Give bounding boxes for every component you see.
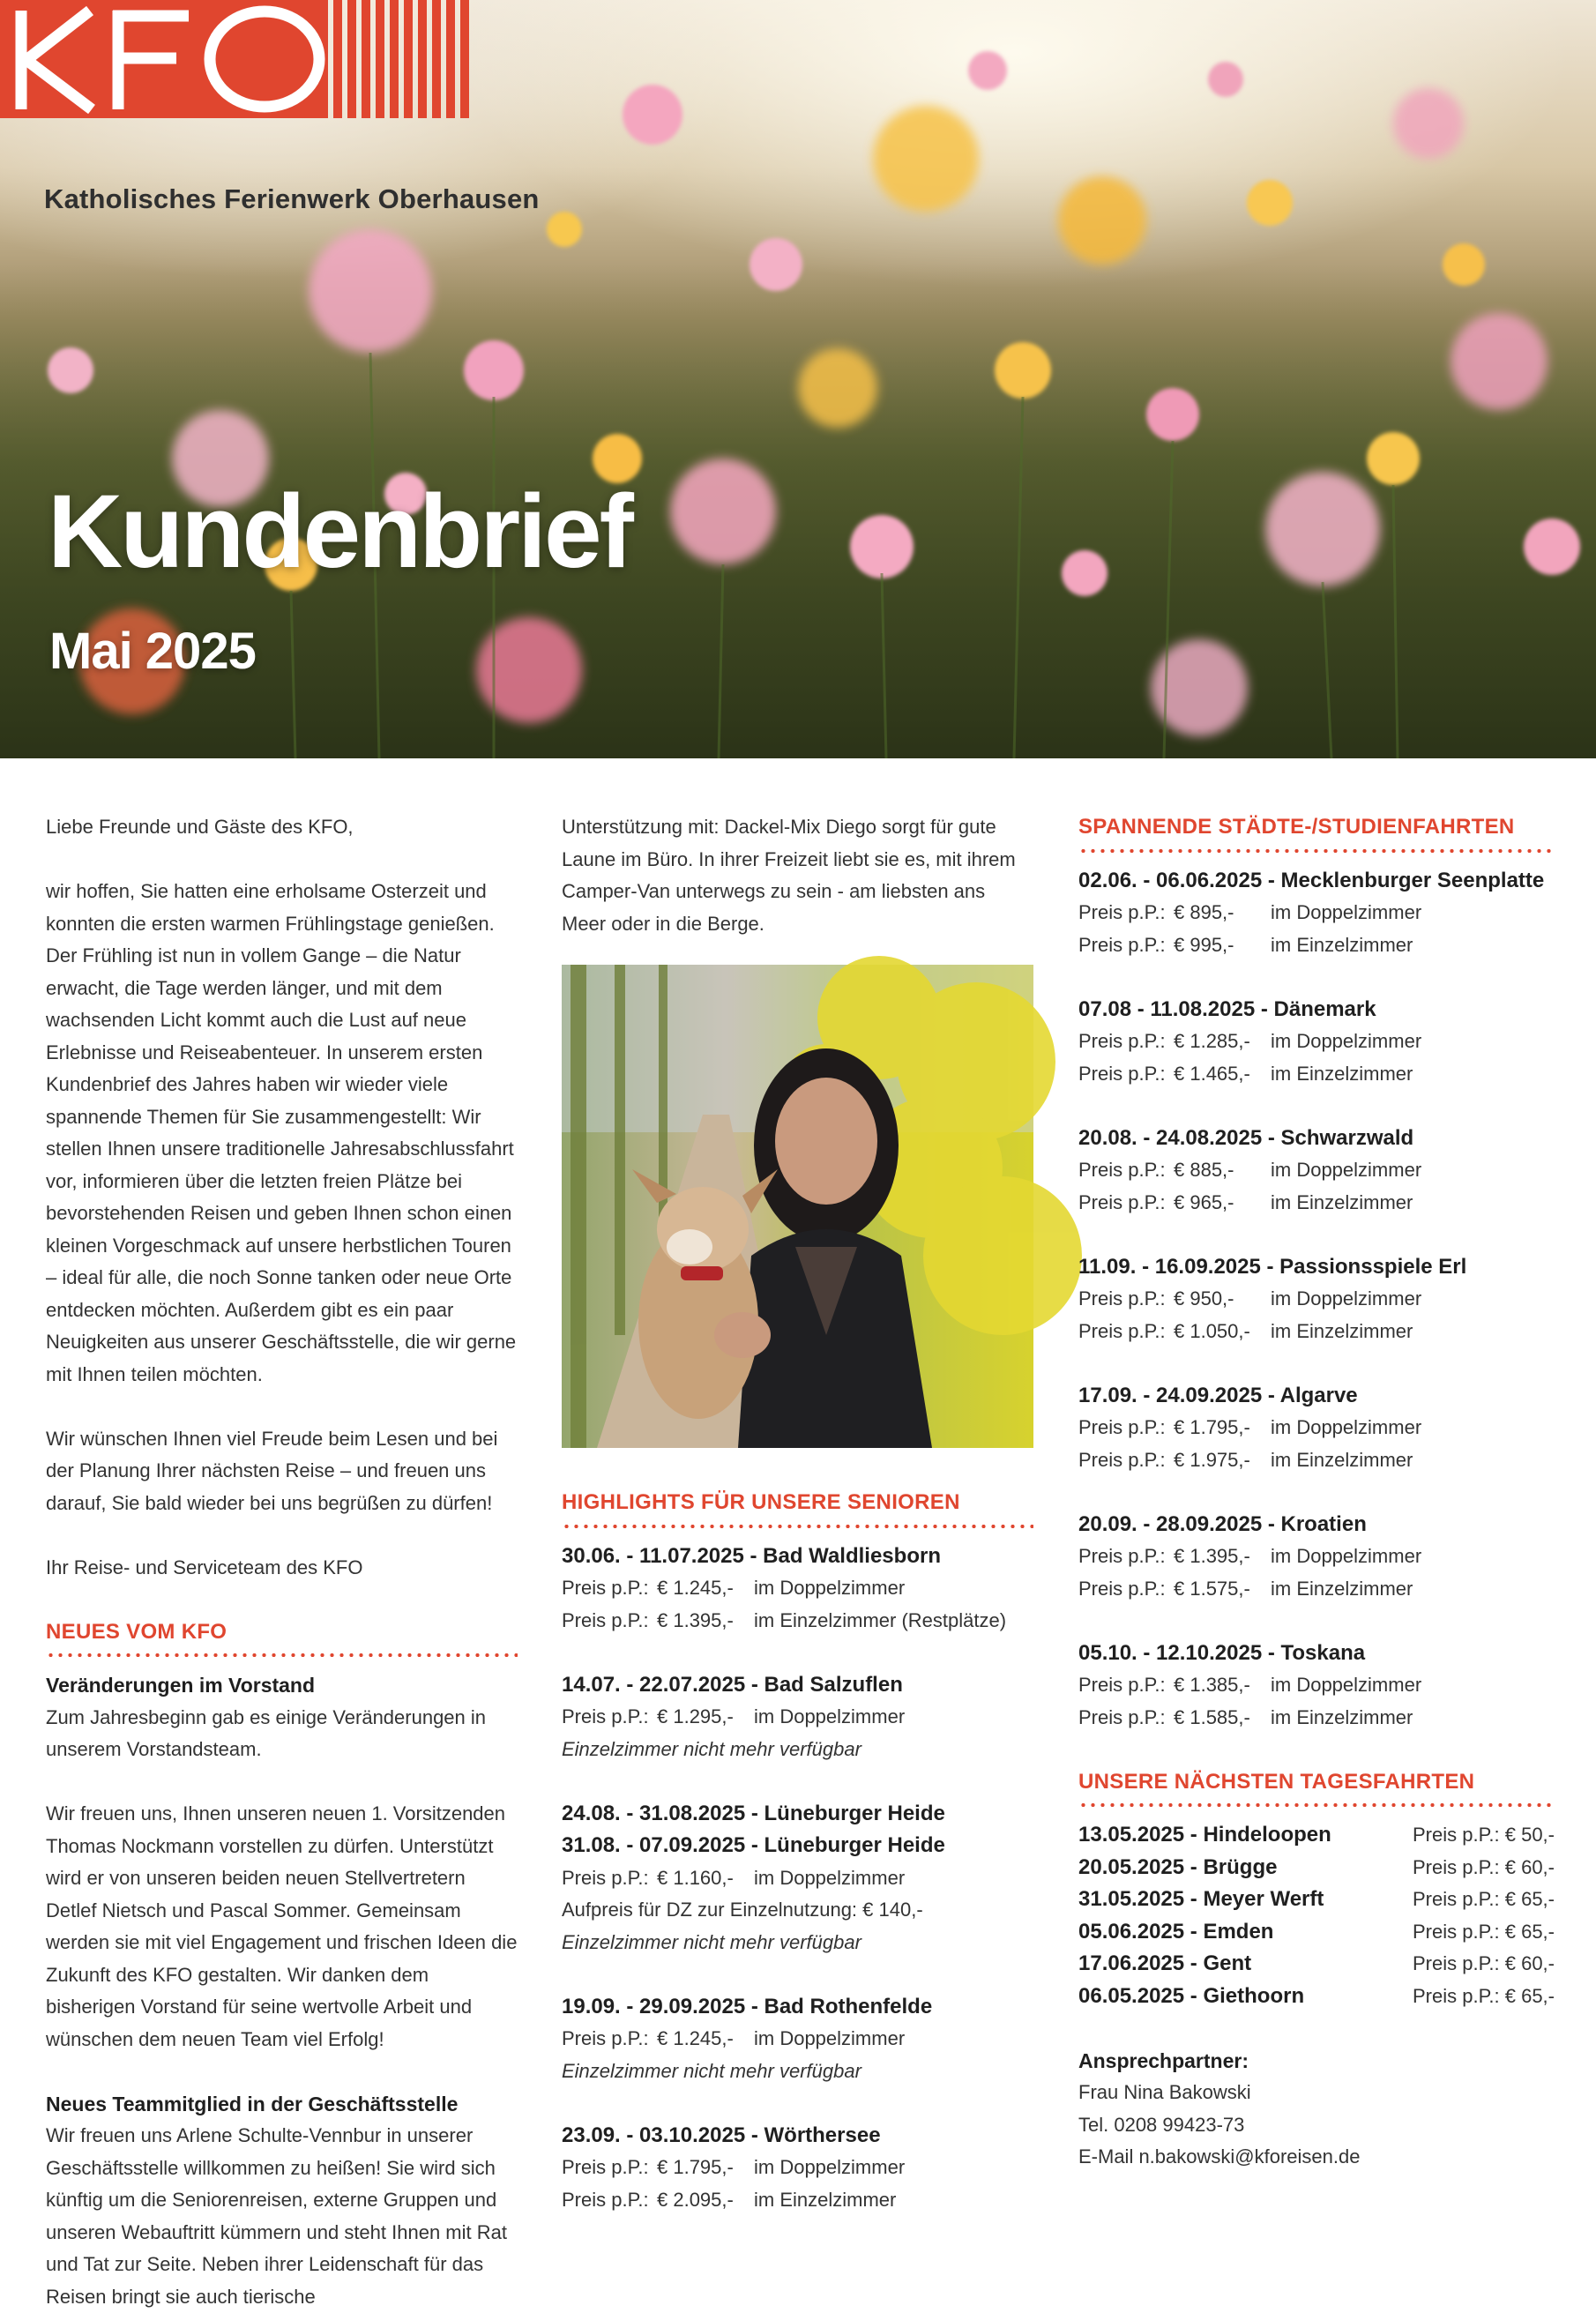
trip-title: 02.06. - 06.06.2025 - Mecklenburger Seenplatte [1078,868,1545,892]
trip-title: 14.07. - 22.07.2025 - Bad Salzuflen [562,1672,903,1697]
contact-phone[interactable]: Tel. 0208 99423-73 [1078,2113,1245,2136]
trip-title: 11.09. - 16.09.2025 - Passionsspiele Erl [1078,1254,1467,1279]
daytrip-title: 31.05.2025 - Meyer Werft [1078,1887,1324,1911]
price-value: € 1.465,- [1174,1062,1250,1085]
column-middle [562,811,1033,2216]
availability-note: Einzelzimmer nicht mehr verfügbar [562,1737,861,1760]
trip-block [1078,1251,1555,1348]
price-value: € 1.795,- [1174,1416,1250,1438]
trip-block [562,1798,1033,1959]
trip-block [1078,994,1555,1091]
price-label: Preis p.P.: [1078,1319,1166,1342]
price-value: € 1.975,- [1174,1448,1250,1471]
contact-name: Frau Nina Bakowski [1078,2081,1251,2103]
trip-block [562,1541,1033,1638]
room-type: im Doppelzimmer [754,1866,906,1889]
price-value: € 885,- [1174,1159,1234,1181]
price-label: Preis p.P.: [1078,901,1166,923]
member-paragraph-1: Wir freuen uns Arlene Schulte-Vennbur in unserer Geschäftsstelle willkommen zu heißen! Sie wird sich künftig um die Seniorenreisen, externe Gruppen und unseren Webauftritt kümmern und steht Ihnen mit Rat und Tat zur Seite. Neben ihrer Leidenschaft für das Reisen bringt sie auch tierische [46,2124,507,2308]
price-value: € 1.050,- [1174,1319,1250,1342]
price-value: € 950,- [1174,1287,1234,1309]
price-value: € 1.395,- [1174,1545,1250,1567]
trip-block [562,1669,1033,1766]
room-type: im Doppelzimmer [1271,1416,1422,1438]
trip-title-2: 31.08. - 07.09.2025 - Lüneburger Heide [562,1833,945,1857]
daytrip-price: Preis p.P.: € 65,- [1412,1888,1555,1910]
price-value: € 1.575,- [1174,1577,1250,1600]
trip-block [1078,865,1555,962]
daytrip-price: Preis p.P.: € 60,- [1412,1855,1555,1878]
availability-note: Einzelzimmer nicht mehr verfügbar [562,1930,861,1953]
trip-block [562,2120,1033,2217]
daytrip-title: 17.06.2025 - Gent [1078,1951,1252,1975]
city-trip-list [1078,865,1555,1735]
daytrip-price: Preis p.P.: € 65,- [1412,1920,1555,1943]
availability-note: Einzelzimmer nicht mehr verfügbar [562,2059,861,2082]
trip-block [562,1991,1033,2088]
room-type: im Einzelzimmer [1271,1448,1413,1471]
board-title: Veränderungen im Vorstand [46,1674,316,1697]
price-label: Preis p.P.: [1078,1545,1166,1567]
surcharge-note: Aufpreis für DZ zur Einzelnutzung: € 140,- [562,1899,923,1921]
price-row [1078,1444,1555,1477]
room-type: im Doppelzimmer [1271,1545,1422,1567]
price-value: € 965,- [1174,1190,1234,1213]
price-label: Preis p.P.: [562,2156,649,2178]
trip-title: 19.09. - 29.09.2025 - Bad Rothenfelde [562,1994,933,2018]
daytrip-price: Preis p.P.: € 50,- [1412,1824,1555,1846]
member-paragraph-2: Unterstützung mit: Dackel-Mix Diego sorgt für gute Laune im Büro. In ihrer Freizeit liebt sie es, mit ihrem Camper-Van unterwegs zu sein - am liebsten ans Meer oder in die Berge. [562,816,1016,935]
price-row [562,1701,1033,1734]
news-heading: NEUES VOM KFO [46,1616,518,1658]
price-label: Preis p.P.: [1078,1062,1166,1085]
room-type: im Einzelzimmer [754,2188,897,2211]
room-type: im Einzelzimmer [1271,933,1413,956]
price-label: Preis p.P.: [562,1577,649,1599]
price-label: Preis p.P.: [1078,1287,1166,1309]
column-left [46,811,518,2313]
price-row [1078,1412,1555,1444]
price-label: Preis p.P.: [1078,1705,1166,1728]
price-value: € 1.395,- [657,1608,734,1631]
room-type: im Doppelzimmer [1271,1674,1422,1696]
room-type: im Doppelzimmer [754,1705,906,1727]
daytrip-title: 06.05.2025 - Giethoorn [1078,1983,1305,2008]
daytrip-row [1078,1819,1555,1852]
price-value: € 1.795,- [657,2156,734,2178]
member-title: Neues Teammitglied in der Geschäftsstelle [46,2092,459,2115]
price-label: Preis p.P.: [562,1608,649,1631]
daytrip-price: Preis p.P.: € 65,- [1412,1984,1555,2007]
price-label: Preis p.P.: [1078,1674,1166,1696]
price-label: Preis p.P.: [562,1866,649,1889]
trip-block [1078,1123,1555,1220]
room-type: im Doppelzimmer [1271,1159,1422,1181]
price-row [1078,929,1555,962]
signoff: Ihr Reise- und Serviceteam des KFO [46,1556,363,1578]
daytrip-title: 05.06.2025 - Emden [1078,1919,1274,1944]
room-type: im Doppelzimmer [754,2156,906,2178]
price-label: Preis p.P.: [1078,933,1166,956]
hero-banner [0,0,1596,758]
page-title: Kundenbrief [48,474,631,590]
price-row [1078,1669,1555,1702]
intro-paragraph: wir hoffen, Sie hatten eine erholsame Osterzeit und konnten die ersten warmen Frühlingstage genießen. Der Frühling ist nun in vollem Gange – die Natur erwacht, die Tage werden länger, und mit dem wachsenden Licht kommt auch die Lust auf neue Erlebnisse und Reiseabenteuer. In unserem ersten Kundenbrief des Jahres haben wir wieder viele spannende Themen für Sie zusammengestellt: Wir stellen Ihnen unsere traditionelle Jahresabschlussfahrt vor, informieren über die letzten freien Plätze bei bevorstehenden Reisen und geben Ihnen schon einen kleinen Vorgeschmack auf unsere herbstlichen Touren – ideal für alle, die noch Sonne tanken oder neue Orte entdecken möchten. Außerdem gibt es ein paar Neuigkeiten aus unserer Geschäftsstelle, die wir gerne mit Ihnen teilen möchten. [46,880,517,1385]
daytrip-price: Preis p.P.: € 60,- [1412,1952,1555,1974]
organization-name: Katholisches Ferienwerk Oberhausen [44,183,540,214]
trip-title: 20.09. - 28.09.2025 - Kroatien [1078,1511,1367,1536]
daytrips-heading: UNSERE NÄCHSTEN TAGESFAHRTEN [1078,1766,1555,1808]
board-paragraph-1: Zum Jahresbeginn gab es einige Veränderungen in unserem Vorstandsteam. [46,1705,487,1760]
team-member-photo [562,965,1033,1448]
daytrip-row [1078,1948,1555,1981]
room-type: im Einzelzimmer [1271,1062,1413,1085]
city-heading: SPANNENDE STÄDTE-/STUDIENFAHRTEN [1078,811,1555,853]
price-label: Preis p.P.: [562,2027,649,2049]
price-row [562,1605,1033,1638]
trip-title: 07.08 - 11.08.2025 - Dänemark [1078,996,1376,1021]
trip-title: 23.09. - 03.10.2025 - Wörthersee [562,2123,881,2147]
price-value: € 2.095,- [657,2188,734,2211]
price-label: Preis p.P.: [1078,1448,1166,1471]
price-row [562,2152,1033,2184]
room-type: im Doppelzimmer [754,2027,906,2049]
price-label: Preis p.P.: [1078,1159,1166,1181]
daytrip-row [1078,1852,1555,1884]
trip-block [1078,1509,1555,1606]
seniors-heading: HIGHLIGHTS FÜR UNSERE SENIOREN [562,1487,1033,1528]
room-type: im Doppelzimmer [1271,1030,1422,1052]
room-type: im Einzelzimmer [1271,1705,1413,1728]
price-value: € 895,- [1174,901,1234,923]
daytrip-list [1078,1819,1555,2012]
greeting: Liebe Freunde und Gäste des KFO, [46,816,354,838]
price-label: Preis p.P.: [562,1705,649,1727]
price-row [562,2184,1033,2217]
price-row [562,1862,1033,1895]
room-type: im Doppelzimmer [1271,1287,1422,1309]
daytrip-row [1078,1884,1555,1916]
price-label: Preis p.P.: [562,2188,649,2211]
daytrip-title: 13.05.2025 - Hindeloopen [1078,1823,1331,1847]
contact-heading: Ansprechpartner: [1078,2048,1249,2072]
price-row [1078,897,1555,929]
price-value: € 1.245,- [657,2027,734,2049]
daytrip-title: 20.05.2025 - Brügge [1078,1854,1278,1879]
trip-block [1078,1380,1555,1477]
price-row [1078,1573,1555,1606]
price-label: Preis p.P.: [1078,1577,1166,1600]
board-paragraph-2: Wir freuen uns, Ihnen unseren neuen 1. Vorsitzenden Thomas Nockmann vorstellen zu dürfen. Unterstützt wird er von unseren beiden neuen Stellvertretern Detlef Nietsch und Pascal Sommer. Gemeinsam werden sie mit viel Engagement und frischen Ideen die Zukunft des KFO gestalten. Wir danken dem bisherigen Vorstand für seine wertvolle Arbeit und wünschen dem neuen Team viel Erfolg! [46,1802,518,2050]
trip-title: 05.10. - 12.10.2025 - Toskana [1078,1640,1366,1665]
price-value: € 1.245,- [657,1577,734,1599]
trip-title: 24.08. - 31.08.2025 - Lüneburger Heide [562,1801,945,1825]
wish-paragraph: Wir wünschen Ihnen viel Freude beim Lesen und bei der Planung Ihrer nächsten Reise – und freuen uns darauf, Sie bald wieder bei uns begrüßen zu dürfen! [46,1427,498,1514]
room-type: im Einzelzimmer [1271,1319,1413,1342]
price-row [1078,1541,1555,1573]
price-label: Preis p.P.: [1078,1416,1166,1438]
price-row [1078,1187,1555,1220]
room-type: im Doppelzimmer [1271,901,1422,923]
room-type: im Einzelzimmer [1271,1190,1413,1213]
price-value: € 1.160,- [657,1866,734,1889]
column-right [1078,811,1555,2174]
price-label: Preis p.P.: [1078,1190,1166,1213]
price-value: € 1.385,- [1174,1674,1250,1696]
trip-title: 20.08. - 24.08.2025 - Schwarzwald [1078,1125,1414,1150]
price-value: € 995,- [1174,933,1234,956]
price-row [1078,1026,1555,1058]
room-type: im Einzelzimmer [1271,1577,1413,1600]
price-row [1078,1702,1555,1735]
kfo-logo [0,0,476,168]
price-value: € 1.295,- [657,1705,734,1727]
daytrip-row [1078,1916,1555,1949]
trip-title: 30.06. - 11.07.2025 - Bad Waldliesborn [562,1543,941,1568]
price-row [562,2023,1033,2056]
contact-email[interactable]: E-Mail n.bakowski@kforeisen.de [1078,2145,1361,2168]
room-type: im Doppelzimmer [754,1577,906,1599]
price-value: € 1.285,- [1174,1030,1250,1052]
seniors-trip-list [562,1541,1033,2217]
price-row [1078,1058,1555,1091]
price-row [562,1572,1033,1605]
price-label: Preis p.P.: [1078,1030,1166,1052]
trip-title: 17.09. - 24.09.2025 - Algarve [1078,1383,1358,1407]
daytrip-row [1078,1981,1555,2013]
price-row [1078,1283,1555,1316]
page-subtitle: Mai 2025 [49,623,256,680]
room-type: im Einzelzimmer (Restplätze) [754,1608,1007,1631]
trip-block [1078,1638,1555,1735]
price-row [1078,1154,1555,1187]
price-row [1078,1316,1555,1348]
price-value: € 1.585,- [1174,1705,1250,1728]
